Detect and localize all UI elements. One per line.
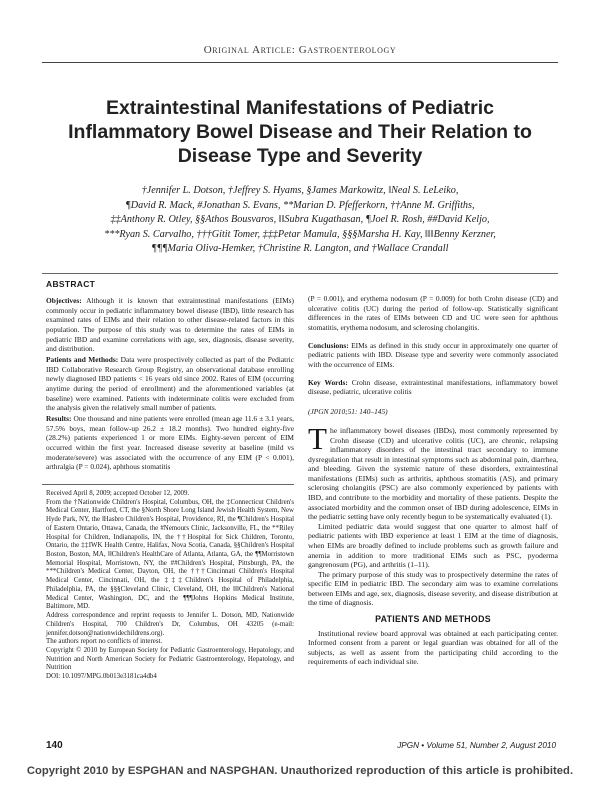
abstract-right-column bbox=[308, 294, 558, 416]
page-number: 140 bbox=[46, 740, 63, 751]
section-header: Original Article: Gastroenterology bbox=[203, 44, 397, 56]
doi-note: DOI: 10.1097/MPG.0b013e3181ca4db4 bbox=[46, 673, 157, 681]
journal-footer: JPGN • Volume 51, Number 2, August 2010 bbox=[397, 741, 556, 750]
article-notes bbox=[46, 490, 294, 682]
abstract-results: Results: One thousand and nine patients were enrolled (mean age 11.6 ± 3.1 years, 57.5% boys, mean follow-up 26.2 ± 18.2 months). Two hundred eighty-five (28.2%) patients experienced 1 or more EIMs. Eighty-seven percent of EIM occurred within the first year. Increased disease severity at baseline (mild vs moderate/severe) was associated with the occurrence of any EIM (P < 0.001), arthralgia (P = 0.024), aphthous stomatitis bbox=[46, 413, 294, 472]
author-list bbox=[62, 184, 538, 257]
methods-paragraph: Institutional review board approval was obtained at each participating center. Informed consent from a parent or legal guardian was obtained for all of the subjects, as well as assent from the participating child according to the requirements of each individual site. bbox=[308, 628, 558, 667]
abstract-top-rule bbox=[42, 273, 558, 274]
intro-paragraph: Limited pediatric data would suggest that one quarter to almost half of pediatric patients with IBD experience at least 1 EIM at the time of diagnosis, when EIMs are broadly defined to include problems such as growth failure and anemia in addition to more traditional EIMs such as PSC, pyoderma gangrenosum (PG), and arthritis (1–11). bbox=[308, 521, 558, 570]
abstract-heading: ABSTRACT bbox=[46, 279, 96, 289]
author-line: ‡‡Anthony R. Otley, §§Athos Bousvaros, ‖‖Subra Kugathasan, ¶Joel R. Rosh, ##David Keljo, bbox=[110, 214, 490, 226]
methods-heading: PATIENTS AND METHODS bbox=[375, 613, 491, 624]
author-line: ¶David R. Mack, #Jonathan S. Evans, **Marian D. Pfefferkorn, ††Anne M. Griffiths, bbox=[125, 199, 475, 211]
abstract-results-continued: (P = 0.001), and erythema nodosum (P = 0.009) for both Crohn disease (CD) and ulcerative colitis (UC) during the period of follow-up. Statistically significant differences in the rates of EIMs between CD and UC were seen for aphthous stomatitis, erythema nodosum, and sclerosing cholangitis. bbox=[308, 294, 558, 332]
author-line: ***Ryan S. Carvalho, †††Gitit Tomer, ‡‡‡Petar Mamula, §§§Marsha H. Kay, ‖‖‖Benny Kerzner, bbox=[104, 228, 496, 240]
correspondence-note: Address correspondence and reprint requests to Jennifer L. Dotson, MD, Nationwide Children's Hospital, 700 Children's Dr, Columbus, OH 43205 (e-mail: jennifer.dotson@nationwidechildrens.org). bbox=[46, 612, 294, 637]
affiliations-note: From the †Nationwide Children's Hospital, Columbus, OH, the ‡Connecticut Children's Medical Center, Hartford, CT, the §North Shore Long Island Jewish Health System, New Hyde Park, NY, the ‖Hasbro Children's Hospital, Providence, RI, the ¶Children's Hospital of Eastern Ontario, Ottawa, Canada, the #Nemours Clinic, Jacksonville, FL, the **Riley Hospital for Children, Indianapolis, IN, the ††Hospital for Sick Children, Toronto, Ontario, the ‡‡IWK Health Centre, Halifax, Nova Scotia, Canada, §§Children's Hospital Boston, Boston, MA, ‖‖Children's HealthCare of Atlanta, Atlanta, GA, the ¶¶Morristown Memorial Hospital, Morristown, NY, the ##Children's Hospital, Pittsburgh, PA, the ***Children's Medical Center, Dayton, OH, the †††Cincinnati Children's Hospital Medical Center, Cincinnati, OH, the ‡‡‡Children's Hospital of Philadelphia, Philadelphia, PA, the §§§Cleveland Clinic, Cleveland, OH, the ‖‖‖Children's National Medical Center, Washington, DC, and the ¶¶¶Johns Hopkins Medical Institute, Baltimore, MD. bbox=[46, 498, 294, 611]
author-line: †Jennifer L. Dotson, †Jeffrey S. Hyams, §James Markowitz, ‖Neal S. LeLeiko, bbox=[141, 185, 459, 196]
abstract-conclusions: Conclusions: EIMs as defined in this study occur in approximately one quarter of pediatric patients with IBD. Disease type and severity were commonly associated with the occurrence of EIMs. bbox=[308, 340, 558, 369]
article-title: Extraintestinal Manifestations of Pediatric Inflammatory Bowel Disease and Their Relation to Disease Type and Severity bbox=[68, 97, 532, 167]
intro-paragraph: The primary purpose of this study was to prospectively determine the rates of specific EIM in pediatric IBD. The secondary aim was to examine correlations between EIMs and age, sex, diagnosis, disease severity, and disease distribution at the time of diagnosis. bbox=[308, 569, 558, 608]
abstract-patients-methods: Patients and Methods: Data were prospectively collected as part of the Pediatric IBD Collaborative Research Group Registry, an observational database enrolling newly diagnosed IBD patients < 16 years old since 2002. Rates of EIM (occurring anytime during the period of enrollment) and the aforementioned variables (at baseline) were examined. Patients with indeterminate colitis were excluded from the analysis given the relatively small number of patients. bbox=[46, 354, 294, 413]
drop-cap: T bbox=[308, 421, 327, 456]
article-body bbox=[308, 421, 558, 667]
conflicts-note: The authors report no conflicts of interest. bbox=[46, 638, 163, 646]
abstract-keywords: Key Words: Crohn disease, extraintestinal manifestations, inflammatory bowel disease, pediatric, ulcerative colitis bbox=[308, 377, 558, 397]
citation: (JPGN 2010;51: 140–145) bbox=[308, 406, 388, 416]
copyright-note: Copyright © 2010 by European Society for Pediatric Gastroenterology, Hepatology, and Nutrition and North American Society for Pediatric Gastroenterology, Hepatology, and Nutrition bbox=[46, 646, 294, 672]
abstract-left-column bbox=[46, 296, 294, 473]
abstract-bottom-rule bbox=[42, 484, 294, 485]
abstract-objectives: Objectives: Although it is known that extraintestinal manifestations (EIMs) commonly occur in pediatric inflammatory bowel disease (IBD), little research has examined rates of EIMs and their relation to other disease-related factors in this population. The purpose of this study was to determine the rates of EIMs in pediatric IBD and examine correlations with age, sex, diagnosis, disease severity, and distribution. bbox=[46, 296, 294, 354]
author-line: ¶¶¶Maria Oliva-Hemker, †Christine R. Langton, and †Wallace Crandall bbox=[151, 243, 449, 255]
copyright-banner: Copyright 2010 by ESPGHAN and NASPGHAN. Unauthorized reproduction of this article is prohibited. bbox=[26, 765, 574, 777]
received-note: Received April 8, 2009; accepted October 12, 2009. bbox=[46, 490, 190, 497]
header-rule bbox=[42, 62, 558, 63]
intro-paragraph: The inflammatory bowel diseases (IBDs), most commonly represented by Crohn disease (CD) and ulcerative colitis (UC), are chronic, relapsing inflammatory disorders of the intestinal tract secondary to immune dysregulation that result in intestinal symptoms such as abdominal pain, diarrhea, and bleeding. Given the systemic nature of these disorders, extraintestinal manifestations (EIMs) such as arthritis, aphthous stomatitis (AS), and primary sclerosing cholangitis (PSC) are also commonly experienced by patients with IBD, and contribute to the morbidity and mortality of these patients. Despite the associated morbidity and the common onset of IBD during adolescence, EIMs in the pediatric setting have only recently begun to be systematically evaluated (1). bbox=[308, 421, 558, 522]
